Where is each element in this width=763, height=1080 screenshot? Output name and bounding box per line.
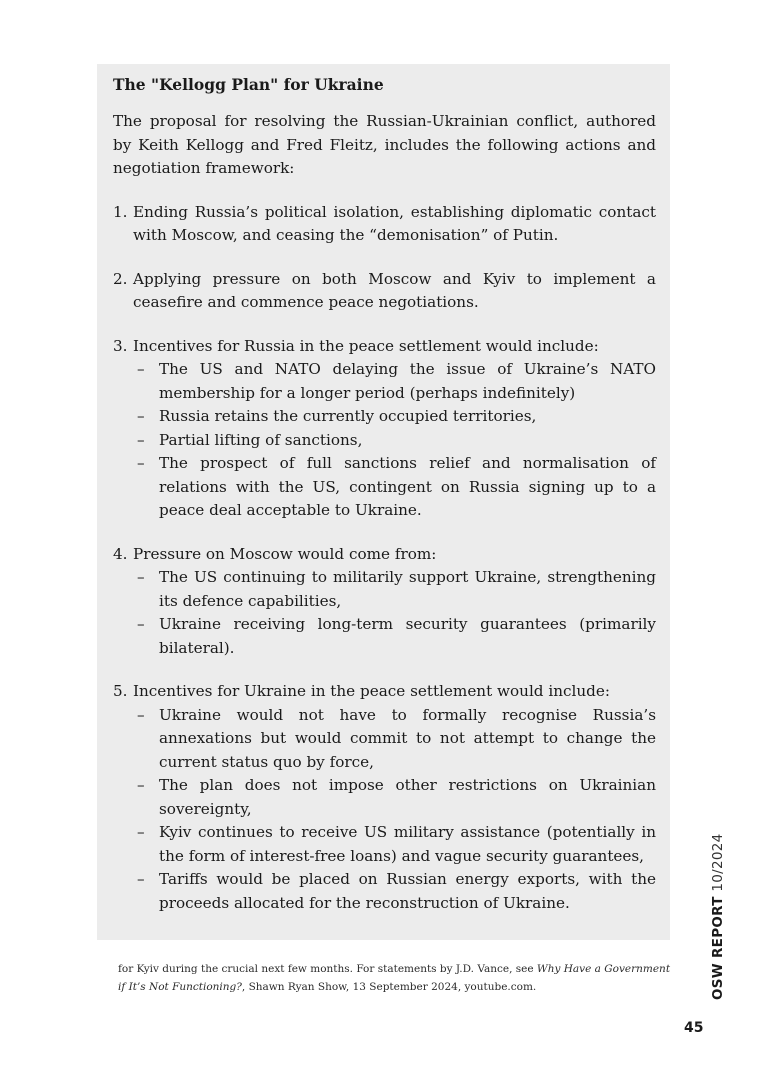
plan-item xyxy=(113,543,656,661)
plan-item xyxy=(113,680,656,915)
sub-item xyxy=(133,821,656,868)
sub-item xyxy=(133,774,656,821)
dash-bullet: – xyxy=(137,615,145,633)
item-number: 4. xyxy=(113,544,128,563)
sub-item-text: Partial lifting of sanctions, xyxy=(159,430,363,449)
sub-item-text: The US and NATO delaying the issue of Ukraine’s NATO membership for a longer period (perhaps indefinitely) xyxy=(159,360,656,402)
dash-bullet: – xyxy=(137,705,145,724)
sub-item xyxy=(133,358,656,405)
box-intro: The proposal for resolving the Russian-Ukrainian conflict, authored by Keith Kellogg and Fred Fleitz, includes the following actions and negotiation framework: xyxy=(113,112,656,177)
dash-bullet: – xyxy=(137,407,145,425)
item-text: Ending Russia’s political isolation, establishing diplomatic contact with Moscow, and ceasing the “demonisation” of Putin. xyxy=(133,202,656,244)
dash-bullet: – xyxy=(137,823,145,841)
sub-item-text: Ukraine would not have to formally recognise Russia’s annexations but would commit to not attempt to change the current status quo by force, xyxy=(159,705,656,771)
footnote-text-before: for Kyiv during the crucial next few months. For statements by J.D. Vance, see xyxy=(118,963,537,975)
dash-bullet: – xyxy=(137,870,145,888)
sub-list xyxy=(133,358,656,523)
item-text: Pressure on Moscow would come from: xyxy=(133,544,437,563)
item-text: Applying pressure on both Moscow and Kyiv to implement a ceasefire and commence peace negotiations. xyxy=(133,269,656,311)
sub-item-text: Kyiv continues to receive US military assistance (potentially in the form of interest-free loans) and vague security guarantees, xyxy=(159,823,656,865)
item-number: 5. xyxy=(113,682,128,700)
sub-item-text: The US continuing to militarily support Ukraine, strengthening its defence capabilities, xyxy=(159,568,656,610)
sub-item xyxy=(133,704,656,775)
plan-item xyxy=(113,201,656,248)
sub-item xyxy=(133,868,656,915)
dash-bullet: – xyxy=(137,454,145,472)
sub-list xyxy=(133,566,656,660)
dash-bullet: – xyxy=(137,360,145,378)
plan-item xyxy=(113,268,656,315)
sub-item xyxy=(133,566,656,613)
sub-item-text: The plan does not impose other restrictions on Ukrainian sovereignty, xyxy=(159,776,656,818)
sub-item-text: Ukraine receiving long-term security guarantees (primarily bilateral). xyxy=(159,615,656,657)
report-label xyxy=(710,833,726,1000)
dash-bullet: – xyxy=(137,430,145,449)
dash-bullet: – xyxy=(137,776,145,794)
item-number: 3. xyxy=(113,336,128,355)
report-name: OSW REPORT xyxy=(710,896,726,1000)
item-text: Incentives for Ukraine in the peace settlement would include: xyxy=(133,682,610,700)
sub-item-text: Russia retains the currently occupied territories, xyxy=(159,407,537,425)
footnote-title: Why Have a Government if It’s Not Functioning? xyxy=(118,963,671,993)
plan-item xyxy=(113,335,656,523)
item-number: 2. xyxy=(113,269,128,288)
sub-item xyxy=(133,613,656,660)
report-issue: 10/2024 xyxy=(710,833,726,892)
page-number: 45 xyxy=(684,1020,704,1036)
plan-items-list xyxy=(113,201,656,916)
footnote xyxy=(118,960,678,996)
item-text: Incentives for Russia in the peace settlement would include: xyxy=(133,336,599,355)
sub-item xyxy=(133,452,656,523)
sub-item-text: The prospect of full sanctions relief and normalisation of relations with the US, contingent on Russia signing up to a peace deal acceptable to Ukraine. xyxy=(159,454,656,519)
footnote-text-after: , Shawn Ryan Show, 13 September 2024, youtube.com. xyxy=(241,981,537,993)
box-title: The "Kellogg Plan" for Ukraine xyxy=(113,75,384,94)
sub-item xyxy=(133,429,656,453)
sub-item xyxy=(133,405,656,429)
sub-list xyxy=(133,704,656,916)
item-number: 1. xyxy=(113,202,128,221)
sidebar-box xyxy=(97,64,670,940)
dash-bullet: – xyxy=(137,568,145,586)
sub-item-text: Tariffs would be placed on Russian energy exports, with the proceeds allocated for the reconstruction of Ukraine. xyxy=(159,870,656,912)
